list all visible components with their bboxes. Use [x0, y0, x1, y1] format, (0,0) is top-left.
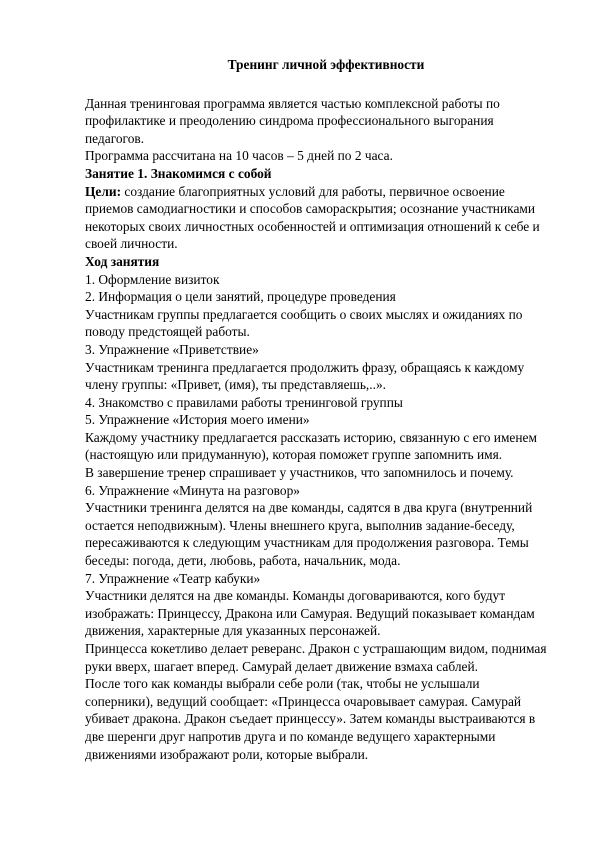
goals-label: Цели: — [85, 183, 122, 199]
step-7-moves: Принцесса кокетливо делает реверанс. Дракон с устрашающим видом, поднимая руки вверх, шагает вперед. Самурай делает движение взмаха саблей. — [85, 641, 547, 674]
step-5-conclusion: В завершение тренер спрашивает у участников, что запомнилось и почему. — [85, 465, 514, 481]
step-7-rules: После того как команды выбрали себе роли (так, чтобы не услышали соперники), ведущий сообщает: «Принцесса очаровывает самурая. Самурай убивает дракона. Дракон съедает принцессу». Затем команды выстраиваются в две шеренги друг напротив друга и по команде ведущего характерными движениями изображают роли, которые выбрали. — [85, 676, 536, 762]
goals-text: создание благоприятных условий для работы, первичное освоение приемов самодиагностики и способов самораскрытия; осознание участниками некоторых своих личностных особенностей и оптимизация отношений к себе и своей личности. — [85, 183, 540, 252]
step-3: 3. Упражнение «Приветствие» — [85, 341, 259, 357]
step-5-desc: Каждому участнику предлагается рассказать историю, связанную с его именем (настоящую или придуманную), которая поможет группе запомнить имя. — [85, 429, 537, 463]
document-title: Тренинг личной эффективности — [227, 57, 425, 72]
step-2: 2. Информация о цели занятий, процедуре проведения — [85, 289, 396, 305]
step-4: 4. Знакомство с правилами работы тренинговой группы — [85, 394, 403, 410]
step-6-desc: Участники тренинга делятся на две команды, садятся в два круга (внутренний остается неподвижным). Члены внешнего круга, выполнив задание-беседу, пересаживаются к следующим участникам для продолжения разговора. Темы беседы: погода, дети, любовь, работа, начальник, мода. — [85, 500, 533, 569]
duration-paragraph: Программа рассчитана на 10 часов – 5 дней по 2 часа. — [85, 148, 393, 164]
step-1: 1. Оформление визиток — [85, 271, 220, 287]
step-7-desc: Участники делятся на две команды. Команды договариваются, кого будут изображать: Принцессу, Дракона или Самурая. Ведущий показывает командам движения, характерные для указанных персонажей. — [85, 588, 535, 639]
step-5: 5. Упражнение «История моего имени» — [85, 412, 310, 428]
step-2-desc: Участникам группы предлагается сообщить о своих мыслях и ожиданиях по поводу предстоящей работы. — [85, 306, 523, 340]
procedure-heading: Ход занятия — [85, 253, 160, 269]
session-heading: Занятие 1. Знакомимся с собой — [85, 165, 272, 181]
step-3-desc: Участникам тренинга предлагается продолжить фразу, обращаясь к каждому члену группы: «Привет, (имя), ты представляешь,..». — [85, 359, 525, 393]
step-6: 6. Упражнение «Минута на разговор» — [85, 482, 300, 498]
intro-paragraph: Данная тренинговая программа является частью комплексной работы по профилактике и преодолению синдрома профессионального выгорания педагогов. — [85, 95, 500, 146]
goals-paragraph — [85, 183, 547, 253]
step-7: 7. Упражнение «Театр кабуки» — [85, 570, 261, 586]
